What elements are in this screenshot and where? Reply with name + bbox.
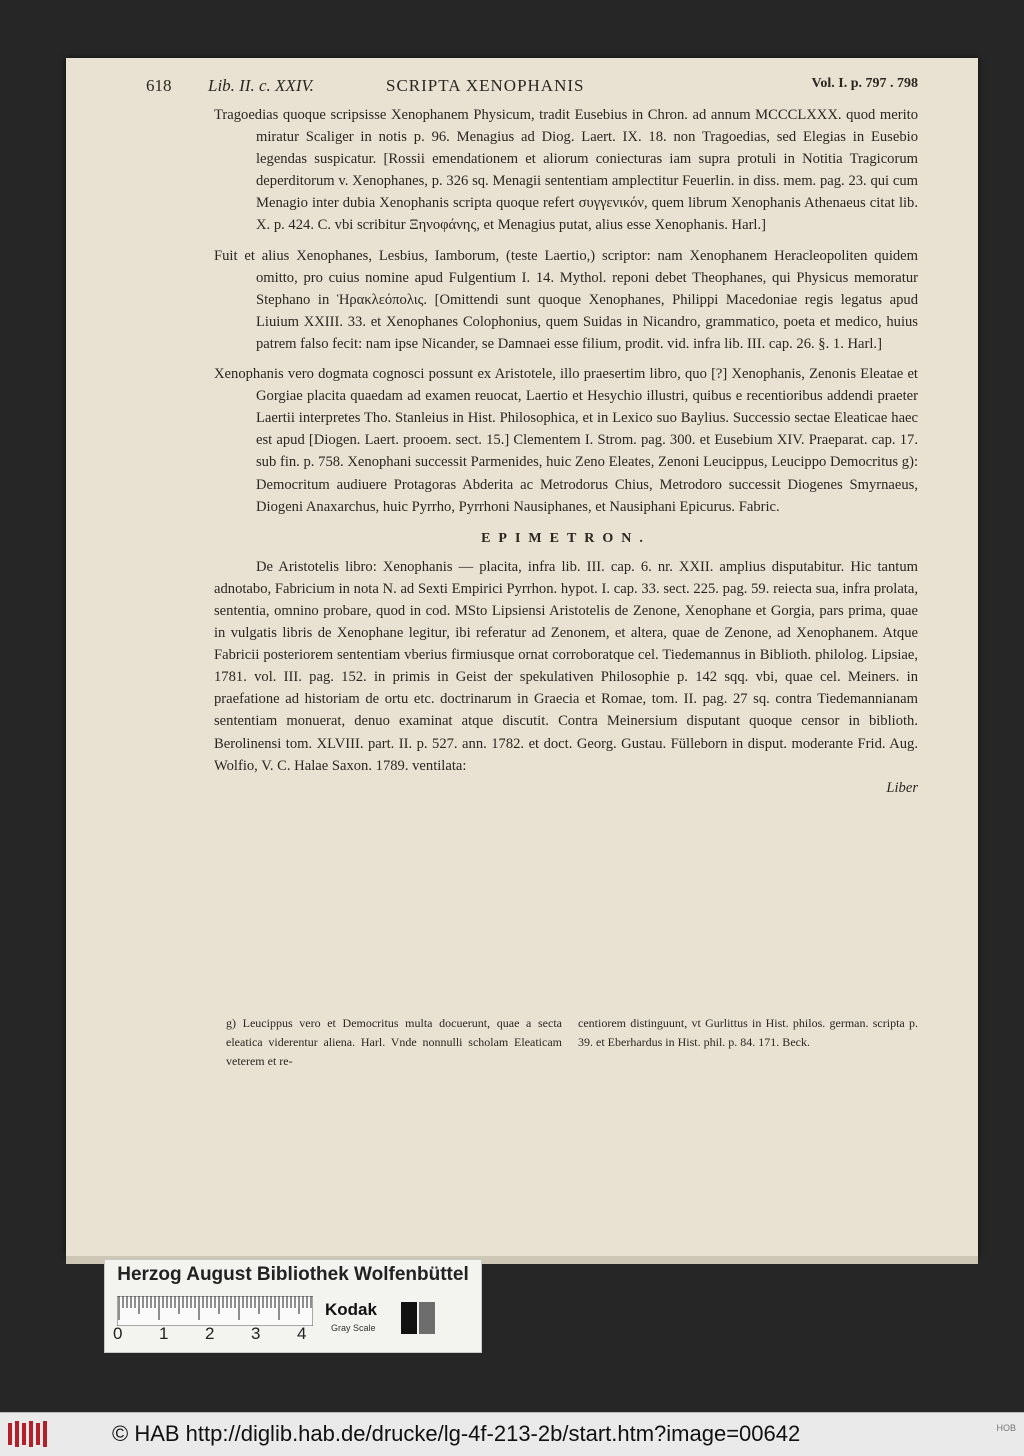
footer-bar [0, 1412, 1024, 1456]
scale-numbers [113, 1324, 323, 1346]
footer-mark: HOB [996, 1423, 1016, 1433]
footnote-left-column: g) Leucippus vero et Democritus multa docuerunt, quae a secta eleatica viderentur aliena. Harl. Vnde nonnulli scholam Eleaticam veterem et re- [226, 1016, 562, 1068]
library-name: Herzog August Bibliothek Wolfenbüttel [117, 1264, 469, 1285]
scale-ruler [117, 1296, 313, 1326]
color-calibration-card [104, 1259, 482, 1353]
footnote-right-column: centiorem distinguunt, vt Gurlittus in Hist. philos. german. scripta p. 39. et Eberhardus in Hist. phil. p. 84. 171. Beck. [578, 1016, 918, 1049]
page-title: SCRIPTA XENOPHANIS [386, 76, 585, 95]
scale-number-1: 1 [159, 1324, 169, 1343]
page-number: 618 [146, 76, 172, 95]
epimetron-text: De Aristotelis libro: Xenophanis — placita, infra lib. III. cap. 6. nr. XXII. amplius disputabitur. Hic tantum adnotabo, Fabricium in nota N. ad Sexti Empirici Pyrrhon. hypot. I. cap. 33. sect. 225. pag. 59. reiecta sua, infra prolata, sententia, omnino probare, quod in cod. MSto Lipsiensi Aristotelis de Zenone, Xenophane et Gorgia, pars prima, quae in vulgatis libris de Xenophane legitur, ibi referatur ad Zenonem, et altera, quae de Zenone, ad Xenophanem. Atque Fabricii posteriorem sententiam vberius firmiusque ornat corroboratque cel. Tiedemannus in Biblioth. philolog. Lipsiae, 1781. vol. III. pag. 152. in primis in Geist der spekulativen Philosophie p. 142 sqq. vbi, quae cel. Meiners. in praefatione ad historiam de ortu etc. doctrinarum in Graecia et Romae, tom. II. pag. 27 sq. contra Tiedemannianam sententiam monuerat, denuo examinat atque discutit. Contra Meinersium disputant quoque censor in biblioth. Berolinensi tom. XLVIII. part. II. p. 527. ann. 1782. et doct. Georg. Gustau. Fülleborn in disput. moderante Frid. Aug. Wolfio, V. C. Halae Saxon. 1789. ventilata: [214, 558, 918, 774]
gray-patch-black [401, 1302, 417, 1334]
main-text [214, 104, 918, 799]
catchword: Liber [886, 779, 918, 796]
scale-number-3: 3 [251, 1324, 261, 1343]
paragraph-dogmata: Xenophanis vero dogmata cognosci possunt ex Aristotele, illo praesertim libro, quo [?] Xenophanis, Zenonis Eleatae et Gorgiae placita quaedam ad examen reuocat, Laertio et Hesychio illustri, quibus e recentioribus addendi praeter Laertii interpretes Tho. Stanleius in Hist. Philosophica, et in Lexico suo Baylius. Successio sectae Eleaticae haec est apud [Diogen. Laert. prooem. sect. 15.] Clementem I. Strom. pag. 300. et Eusebium XIV. Praeparat. cap. 17. sub fin. p. 758. Xenophani successit Parmenides, huic Zeno Eleates, Zenoni Leucippus, Leucippo Democritus g): Democritum audiuere Protagoras Abderita ac Metrodorus Chius, Metrodoro successit Diogenes Smyrnaeus, Diogeni Anaxarchus, huic Pyrrho, Pyrrhoni Nausiphanes, et Nausiphani Epicurus. Fabric. [214, 366, 918, 515]
gray-patch-mid [419, 1302, 435, 1334]
hab-logo-icon [6, 1419, 50, 1449]
kodak-logo: Kodak [325, 1300, 377, 1319]
copyright-url[interactable]: © HAB http://diglib.hab.de/drucke/lg-4f-213-2b/start.htm?image=00642 [112, 1421, 801, 1446]
volume-reference: Vol. I. p. 797 . 798 [811, 76, 918, 91]
gray-scale-label: Gray Scale [331, 1323, 376, 1333]
scale-number-4: 4 [297, 1324, 307, 1343]
running-header [146, 76, 918, 104]
scale-number-0: 0 [113, 1324, 123, 1343]
chapter-reference: Lib. II. c. XXIV. [208, 76, 314, 95]
paragraph-fuit-et-alius: Fuit et alius Xenophanes, Lesbius, Iamborum, (teste Laertio,) scriptor: nam Xenophanem Heracleopoliten quidem omitto, pro cuius nomine apud Fulgentium I. 14. Mythol. reponi debet Theophanes, qui Physicus memoratur Stephano in Ἡρακλεόπολις. [Omittendi sunt quoque Xenophanes, Philippi Macedoniae regis legatus apud Liuium XXIII. 33. et Xenophanes Colophonius, quem Suidas in Nicandro, grammatico, poeta et medico, huius patrem falso fecit: nam ipse Nicander, se Damnaei esse filium, prodit. vid. infra lib. III. cap. 26. §. 1. Harl.] [214, 247, 918, 352]
ruler-ticks [117, 1296, 313, 1326]
epimetron-heading: EPIMETRON. [481, 530, 651, 546]
scale-number-2: 2 [205, 1324, 215, 1343]
paragraph-tragoedias: Tragoedias quoque scripsisse Xenophanem Physicum, tradit Eusebius in Chron. ad annum MCCCLXXX. quod merito miratur Scaliger in notis p. 96. Menagius ad Diog. Laert. IX. 18. non Tragoedias, sed Elegias in Eusebio legendas suspicatur. [Rossii emendationem et aliorum coniecturas iam supra protuli in Notitia Tragicorum deperditorum v. Xenophanes, p. 326 sq. Menagii sententiam amplectitur Feuerlin. in diss. mem. pag. 23. qui cum Menagio inter dubia Xenophanis scripta quoque refert συγγενικόν, quem librum Xenophanis Athenaeus citat lib. X. p. 424. C. vbi scribitur Ξηνοφάνης, et Menagius putat, alius esse Xenophanis. Harl.] [214, 107, 918, 234]
